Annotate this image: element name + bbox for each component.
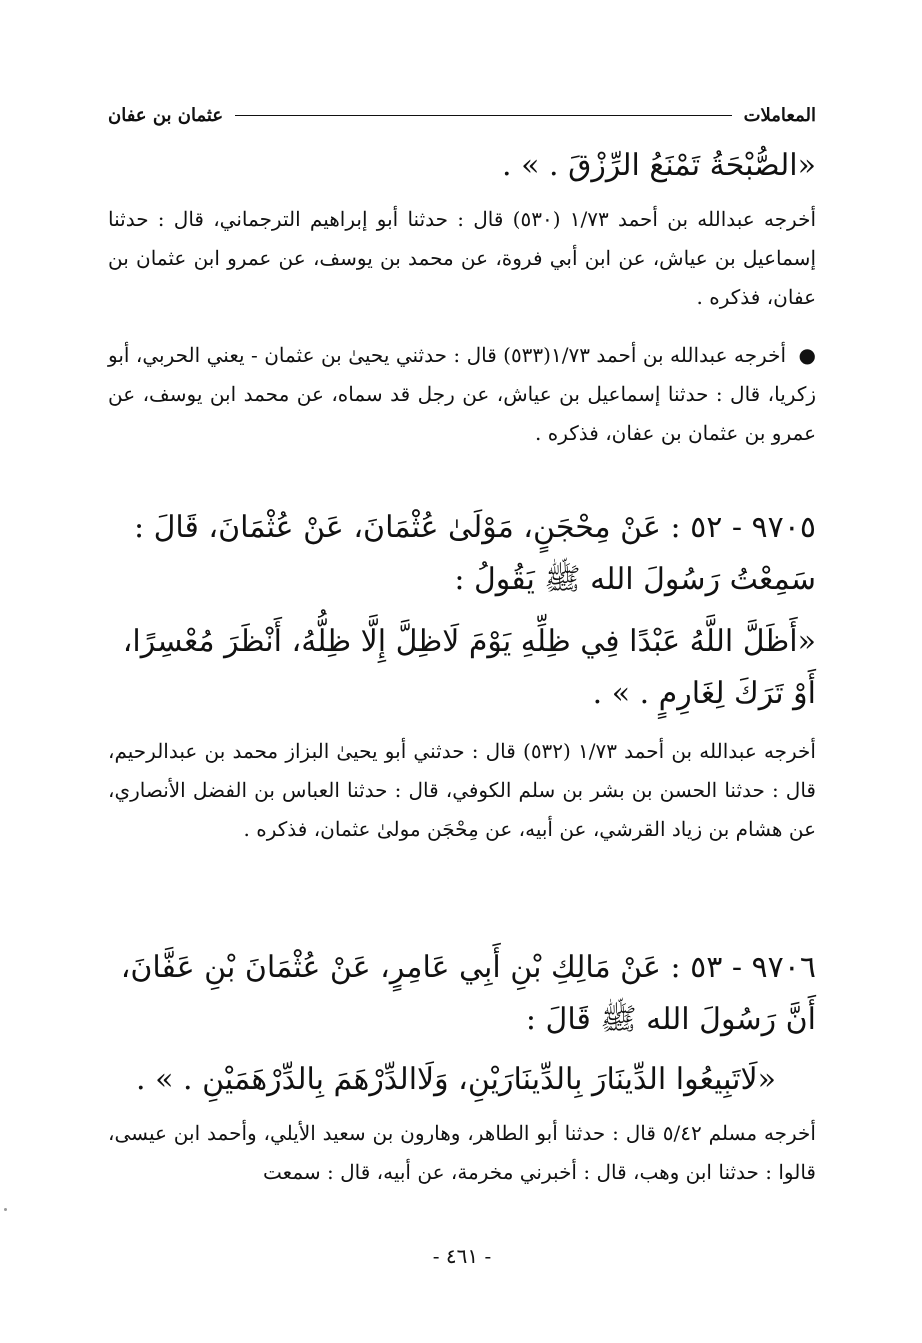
- hadith-heading-9705: ٩٧٠٥ - ٥٢ : عَنْ مِحْجَنٍ، مَوْلَىٰ عُثْمَانَ، عَنْ عُثْمَانَ، قَالَ : سَمِعْتُ رَسُولَ الله ﷺ يَقُولُ :: [133, 510, 816, 597]
- hadith-matn-9705: «أَظَلَّ اللَّهُ عَبْدًا فِي ظِلِّهِ يَوْمَ لَاظِلَّ إِلَّا ظِلُّهُ، أَنْظَرَ مُعْسِرًا، أَوْ تَرَكَ لِغَارِمٍ . » .: [122, 624, 816, 711]
- hadith-matn-9706: «لَاتَبِيعُوا الدِّينَارَ بِالدِّينَارَيْنِ، وَلَاالدِّرْهَمَ بِالدِّرْهَمَيْنِ . » .: [136, 1062, 776, 1097]
- takhrij-paragraph: أخرجه مسلم ٥/٤٢ قال : حدثنا أبو الطاهر، وهارون بن سعيد الأيلي، وأحمد ابن عيسى، قالوا : حدثنا ابن وهب، قال : أخبرني مخرمة، عن أبيه، قال : سمعت: [108, 1121, 816, 1184]
- takhrij-paragraph: أخرجه عبدالله بن أحمد ١/٧٣ (٥٣٠) قال : حدثنا أبو إبراهيم الترجماني، قال : حدثنا إسماعيل بن عياش، عن ابن أبي فروة، عن محمد بن يوسف، عن عمرو ابن عثمان بن عفان، فذكره .: [108, 207, 817, 309]
- section-title: المعاملات: [743, 104, 816, 126]
- bullet-icon: ●: [798, 343, 817, 367]
- running-header: [108, 100, 816, 130]
- chapter-title: عثمان بن عفان: [108, 104, 224, 126]
- header-rule: [235, 115, 732, 116]
- page-number: - ٤٦١ -: [432, 1244, 492, 1268]
- book-page: [108, 92, 816, 1282]
- hadith-matn-end: «الصُّبْحَةُ تَمْنَعُ الرِّزْقَ . » .: [502, 148, 816, 183]
- scan-mark: [4, 1208, 7, 1211]
- hadith-heading-9706: ٩٧٠٦ - ٥٣ : عَنْ مَالِكِ بْنِ أَبِي عَامِرٍ، عَنْ عُثْمَانَ بْنِ عَفَّانَ، أَنَّ رَسُولَ الله ﷺ قَالَ :: [120, 950, 816, 1037]
- takhrij-paragraph-bullet: ● أخرجه عبدالله بن أحمد ١/٧٣(٥٣٣) قال : حدثني يحيىٰ بن عثمان - يعني الحربي، أبو زكريا، قال : حدثنا إسماعيل بن عياش، عن رجل قد سماه، عن محمد ابن يوسف، عن عمرو بن عثمان بن عفان، فذكره .: [108, 343, 817, 445]
- takhrij-paragraph: أخرجه عبدالله بن أحمد ١/٧٣ (٥٣٢) قال : حدثني أبو يحيىٰ البزاز محمد بن عبدالرحيم، قال : حدثنا الحسن بن بشر بن سلم الكوفي، قال : حدثنا العباس بن الفضل الأنصاري، عن هشام بن زياد القرشي، عن أبيه، عن مِحْجَن مولىٰ عثمان، فذكره .: [108, 739, 816, 841]
